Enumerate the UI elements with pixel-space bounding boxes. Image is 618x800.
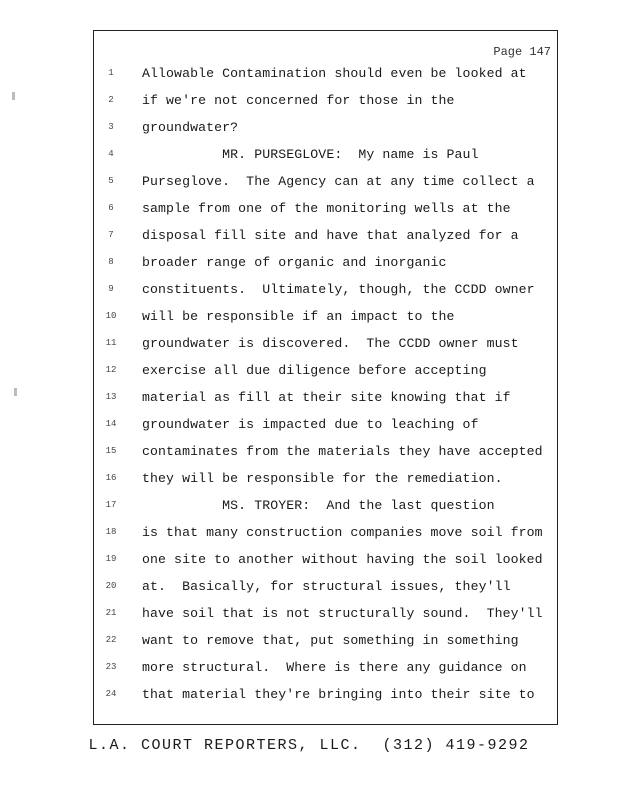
line-number: 13 <box>105 392 117 402</box>
line-number: 18 <box>105 527 117 537</box>
transcript-line <box>94 363 557 390</box>
line-text: groundwater? <box>142 120 239 135</box>
line-text: more structural. Where is there any guidance on <box>142 660 527 675</box>
transcript-line <box>94 687 557 714</box>
transcript-line <box>94 309 557 336</box>
line-number: 10 <box>105 311 117 321</box>
transcript-line <box>94 147 557 174</box>
line-text: disposal fill site and have that analyzed for a <box>142 228 519 243</box>
line-number: 23 <box>105 662 117 672</box>
line-number: 8 <box>108 257 114 267</box>
line-number: 7 <box>108 230 114 240</box>
line-number: 2 <box>108 95 114 105</box>
transcript-line <box>94 255 557 282</box>
line-text: want to remove that, put something in something <box>142 633 519 648</box>
page-number: Page 147 <box>493 45 551 59</box>
line-text: is that many construction companies move soil from <box>142 525 543 540</box>
transcript-line <box>94 390 557 417</box>
line-number: 20 <box>105 581 117 591</box>
line-number: 17 <box>105 500 117 510</box>
line-text: groundwater is discovered. The CCDD owner must <box>142 336 519 351</box>
transcript-line <box>94 174 557 201</box>
line-number: 5 <box>108 176 114 186</box>
line-text: MR. PURSEGLOVE: My name is Paul <box>142 147 479 162</box>
transcript-line <box>94 228 557 255</box>
line-text: constituents. Ultimately, though, the CCDD owner <box>142 282 535 297</box>
transcript-line <box>94 552 557 579</box>
transcript-page <box>93 30 558 725</box>
line-number: 14 <box>105 419 117 429</box>
transcript-line <box>94 282 557 309</box>
transcript-line <box>94 417 557 444</box>
transcript-line <box>94 606 557 633</box>
transcript-line <box>94 579 557 606</box>
line-text: that material they're bringing into their site to <box>142 687 535 702</box>
line-number: 4 <box>108 149 114 159</box>
transcript-line <box>94 120 557 147</box>
line-text: if we're not concerned for those in the <box>142 93 455 108</box>
court-reporter-footer: L.A. COURT REPORTERS, LLC. (312) 419-9292 <box>88 737 530 754</box>
line-text: material as fill at their site knowing that if <box>142 390 511 405</box>
transcript-line <box>94 93 557 120</box>
transcript-line <box>94 444 557 471</box>
transcript-line <box>94 660 557 687</box>
line-number: 22 <box>105 635 117 645</box>
line-number: 1 <box>108 68 114 78</box>
line-text: sample from one of the monitoring wells at the <box>142 201 511 216</box>
line-number: 21 <box>105 608 117 618</box>
line-number: 11 <box>105 338 117 348</box>
line-text: exercise all due diligence before accepting <box>142 363 487 378</box>
scan-artifact <box>12 92 15 100</box>
scan-artifact <box>14 388 17 396</box>
line-number: 15 <box>105 446 117 456</box>
line-number: 24 <box>105 689 117 699</box>
line-text: Purseglove. The Agency can at any time collect a <box>142 174 535 189</box>
line-text: contaminates from the materials they have accepted <box>142 444 543 459</box>
line-text: they will be responsible for the remediation. <box>142 471 503 486</box>
transcript-line <box>94 201 557 228</box>
line-number: 19 <box>105 554 117 564</box>
transcript-line <box>94 336 557 363</box>
line-number: 12 <box>105 365 117 375</box>
line-text: Allowable Contamination should even be looked at <box>142 66 527 81</box>
line-text: MS. TROYER: And the last question <box>142 498 495 513</box>
transcript-lines <box>94 66 557 714</box>
line-number: 6 <box>108 203 114 213</box>
line-number: 9 <box>108 284 114 294</box>
line-text: will be responsible if an impact to the <box>142 309 455 324</box>
line-number: 16 <box>105 473 117 483</box>
line-text: have soil that is not structurally sound. They'll <box>142 606 543 621</box>
transcript-line <box>94 471 557 498</box>
transcript-line <box>94 66 557 93</box>
line-text: at. Basically, for structural issues, they'll <box>142 579 511 594</box>
line-text: one site to another without having the soil looked <box>142 552 543 567</box>
line-number: 3 <box>108 122 114 132</box>
line-text: broader range of organic and inorganic <box>142 255 447 270</box>
transcript-line <box>94 633 557 660</box>
transcript-line <box>94 498 557 525</box>
line-text: groundwater is impacted due to leaching of <box>142 417 479 432</box>
transcript-line <box>94 525 557 552</box>
